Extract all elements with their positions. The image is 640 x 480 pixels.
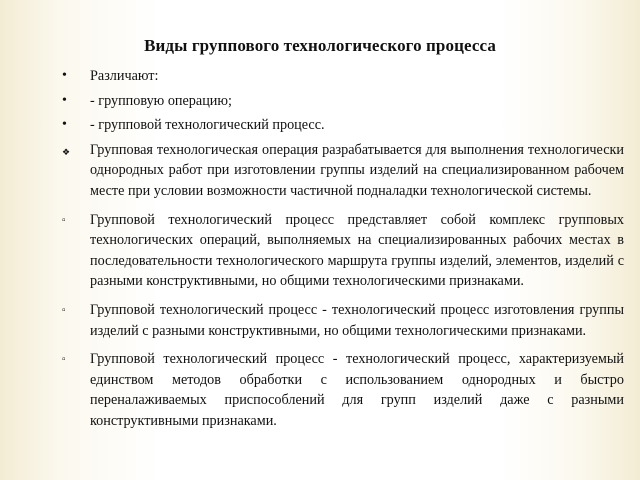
list-item	[0, 349, 640, 431]
list-item	[0, 115, 640, 136]
bullet-square-icon: ▫	[62, 354, 66, 366]
bullet-dot-icon: •	[62, 117, 67, 133]
list-item	[0, 140, 640, 202]
list-item-text: - групповой технологический процесс.	[90, 117, 325, 134]
slide-content	[0, 66, 640, 440]
list-item-text: Групповой технологический процесс - технологический процесс, характеризуемый единством методов обработки с использованием однородных и быстро переналаживаемых приспособлений для групп изделий даже с разными конструктивными признаками.	[90, 351, 624, 429]
bullet-dot-icon: •	[62, 92, 67, 108]
list-item	[0, 300, 640, 341]
list-item	[0, 66, 640, 87]
list-item-text: Групповой технологический процесс представляет собой комплекс групповых технологических операций, выполняемых на специализированных рабочих местах в последовательности технологического маршрута группы изделий, элементов, изделий с разными конструктивными, но общими технологическими признаками.	[90, 211, 624, 290]
list-item-text: - групповую операцию;	[90, 92, 232, 109]
list-item-text: Групповая технологическая операция разрабатывается для выполнения технологически однородных работ при изготовлении группы изделий на специализированном рабочем месте при условии возможности частичной подналадки технологической системы.	[90, 141, 624, 199]
list-item-text: Групповой технологический процесс - технологический процесс изготовления группы изделий с разными конструктивными, но общими технологическими признаками.	[90, 301, 624, 339]
list-item	[0, 91, 640, 112]
bullet-square-icon: ▫	[62, 304, 66, 316]
bullet-dot-icon: •	[62, 68, 67, 83]
bullet-diamond-icon: ❖	[62, 146, 71, 157]
slide-title: Виды группового технологического процесса	[144, 36, 496, 55]
list-item	[0, 210, 640, 292]
bullet-square-icon: ▫	[62, 214, 66, 226]
list-item-text: Различают:	[90, 68, 159, 84]
